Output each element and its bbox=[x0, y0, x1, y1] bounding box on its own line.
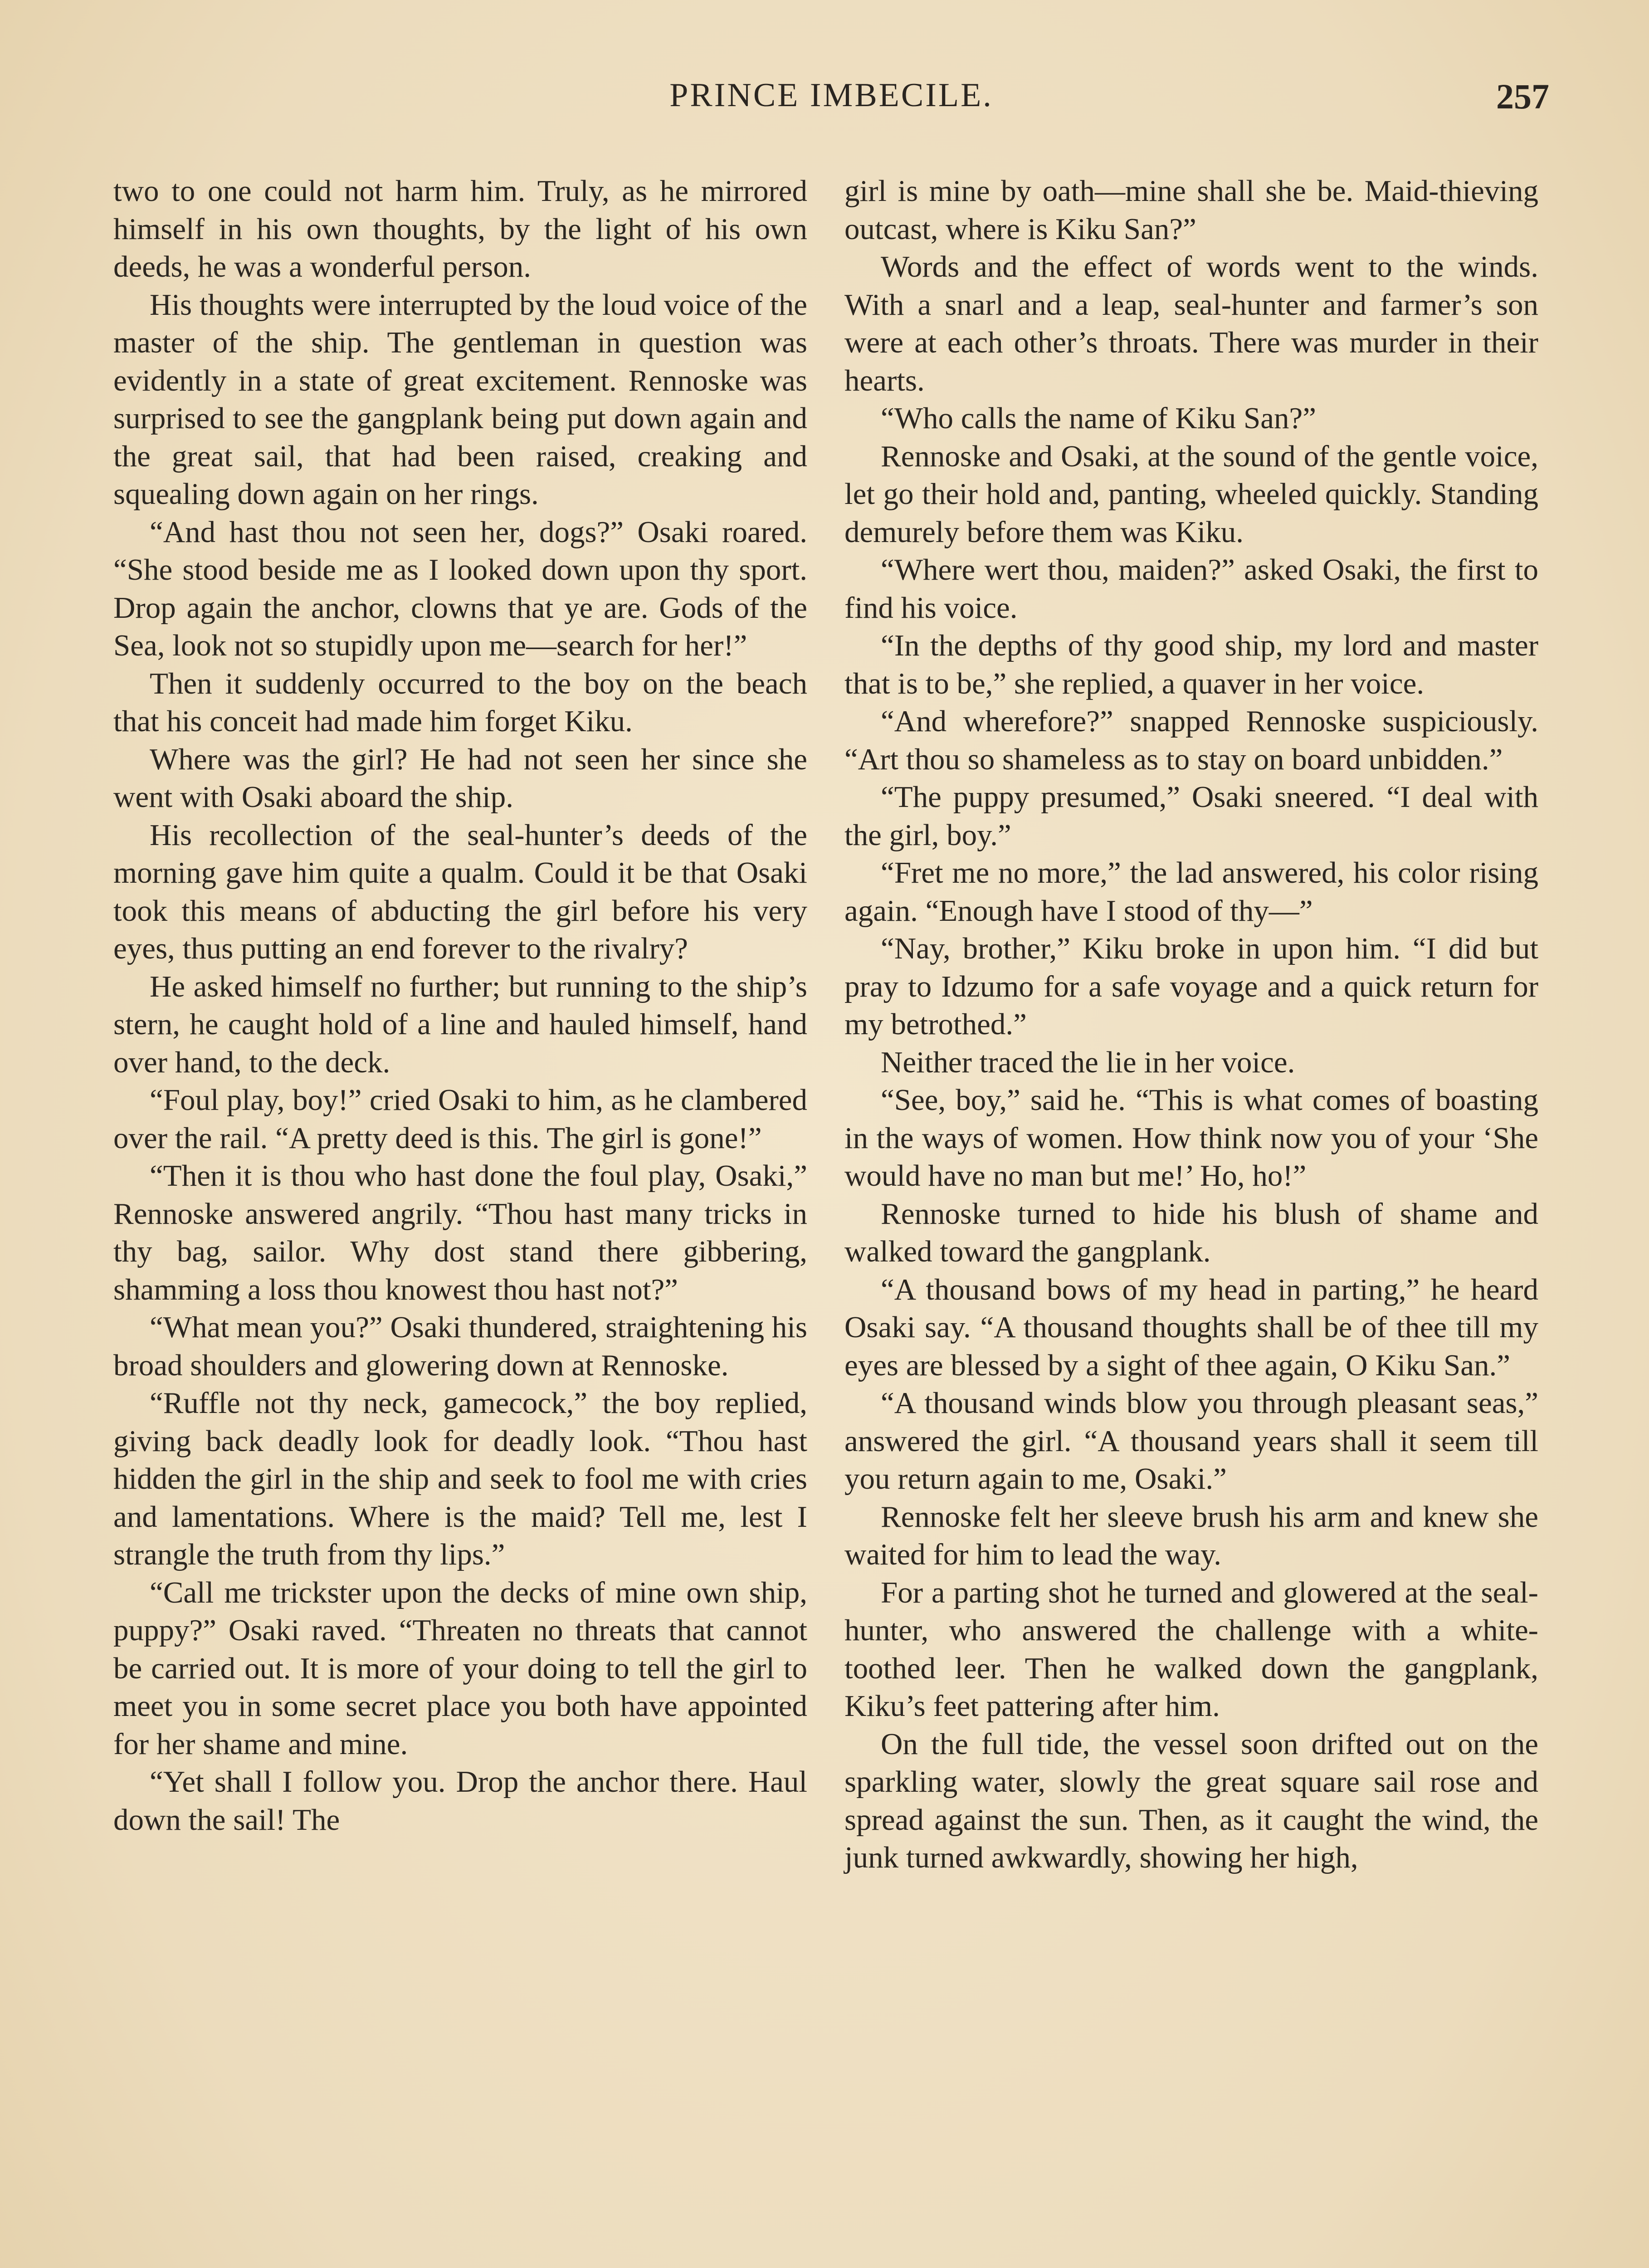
left-column bbox=[113, 172, 807, 1839]
paragraph: “Call me trickster upon the decks of mine own ship, puppy?” Osaki raved. “Threaten no threats that cannot be carried out. It is more of your doing to tell the girl to meet you in some secret place you both have appointed for her shame and mine. bbox=[113, 1575, 807, 1761]
paragraph: Rennoske felt her sleeve brush his arm and knew she waited for him to lead the way. bbox=[844, 1500, 1538, 1571]
paragraph: “Ruffle not thy neck, gamecock,” the boy replied, giving back deadly look for deadly look. “Thou hast hidden the girl in the ship and seek to fool me with cries and lamentations. Where is the maid? Tell me, lest I strangle the truth from thy lips.” bbox=[113, 1386, 807, 1571]
paragraph: “Where wert thou, maiden?” asked Osaki, the first to find his voice. bbox=[844, 553, 1538, 625]
paragraph: Rennoske and Osaki, at the sound of the gentle voice, let go their hold and, panting, wheeled quickly. Standing demurely before them was Kiku. bbox=[844, 439, 1538, 549]
running-title: PRINCE IMBECILE. bbox=[669, 77, 993, 114]
paragraph: two to one could not harm him. Truly, as he mirrored himself in his own thoughts, by the light of his own deeds, he was a wonderful person. bbox=[113, 174, 807, 284]
paragraph: “Yet shall I follow you. Drop the anchor there. Haul down the sail! The bbox=[113, 1765, 807, 1837]
paragraph: On the full tide, the vessel soon drifted out on the sparkling water, slowly the great square sail rose and spread against the sun. Then, as it caught the wind, the junk turned awkwardly, showing her high, bbox=[844, 1727, 1538, 1874]
paragraph: “And hast thou not seen her, dogs?” Osaki roared. “She stood beside me as I looked down upon thy sport. Drop again the anchor, clowns that ye are. Gods of the Sea, look not so stupidly upon me—search for her!” bbox=[113, 515, 807, 662]
paragraph: “A thousand bows of my head in parting,” he heard Osaki say. “A thousand thoughts shall be of thee till my eyes are blessed by a sight of thee again, O Kiku San.” bbox=[844, 1272, 1538, 1382]
paragraph: Rennoske turned to hide his blush of shame and walked toward the gangplank. bbox=[844, 1197, 1538, 1268]
paragraph: “And wherefore?” snapped Rennoske suspiciously. “Art thou so shameless as to stay on board unbidden.” bbox=[844, 704, 1538, 776]
paragraph: girl is mine by oath—mine shall she be. Maid-thieving outcast, where is Kiku San?” bbox=[844, 174, 1538, 246]
paragraph: “See, boy,” said he. “This is what comes of boasting in the ways of women. How think now you of your ‘She would have no man but me!’ Ho, ho!” bbox=[844, 1083, 1538, 1193]
paragraph: His recollection of the seal-hunter’s deeds of the morning gave him quite a qualm. Could it be that Osaki took this means of abducting the girl before his very eyes, thus putting an end forever to the rivalry? bbox=[113, 818, 807, 965]
paragraph: “In the depths of thy good ship, my lord and master that is to be,” she replied, a quaver in her voice. bbox=[844, 629, 1538, 700]
paragraph: He asked himself no further; but running to the ship’s stern, he caught hold of a line and hauled himself, hand over hand, to the deck. bbox=[113, 969, 807, 1079]
paragraph: “Foul play, boy!” cried Osaki to him, as he clambered over the rail. “A pretty deed is this. The girl is gone!” bbox=[113, 1083, 807, 1155]
paragraph: “The puppy presumed,” Osaki sneered. “I deal with the girl, boy.” bbox=[844, 780, 1538, 852]
paragraph: For a parting shot he turned and glowered at the seal-hunter, who answered the challenge with a white-toothed leer. Then he walked down the gangplank, Kiku’s feet pattering after him. bbox=[844, 1575, 1538, 1723]
paragraph: Where was the girl? He had not seen her since she went with Osaki aboard the ship. bbox=[113, 742, 807, 814]
paragraph: “Fret me no more,” the lad answered, his color rising again. “Enough have I stood of thy—” bbox=[844, 856, 1538, 928]
paragraph: “Who calls the name of Kiku San?” bbox=[881, 401, 1316, 435]
paragraph: “A thousand winds blow you through pleasant seas,” answered the girl. “A thousand years shall it seem till you return again to me, Osaki.” bbox=[844, 1386, 1538, 1496]
paragraph: “What mean you?” Osaki thundered, straightening his broad shoulders and glowering down at Rennoske. bbox=[113, 1310, 807, 1382]
right-column bbox=[844, 172, 1538, 1877]
paragraph: Neither traced the lie in her voice. bbox=[881, 1045, 1295, 1079]
paragraph: His thoughts were interrupted by the loud voice of the master of the ship. The gentleman in question was evidently in a state of great excitement. Rennoske was surprised to see the gangplank being put down again and the great sail, that had been raised, creaking and squealing down again on her rings. bbox=[113, 288, 807, 511]
paragraph: “Nay, brother,” Kiku broke in upon him. “I did but pray to Idzumo for a safe voyage and a quick return for my betrothed.” bbox=[844, 932, 1538, 1041]
page-header bbox=[113, 76, 1549, 131]
paragraph: Words and the effect of words went to the winds. With a snarl and a leap, seal-hunter and farmer’s son were at each other’s throats. There was murder in their hearts. bbox=[844, 250, 1538, 397]
page-number: 257 bbox=[1496, 77, 1549, 116]
paragraph: Then it suddenly occurred to the boy on the beach that his conceit had made him forget Kiku. bbox=[113, 666, 807, 738]
paragraph: “Then it is thou who hast done the foul play, Osaki,” Rennoske answered angrily. “Thou hast many tricks in thy bag, sailor. Why dost stand there gibbering, shamming a loss thou knowest thou hast not?” bbox=[113, 1159, 807, 1306]
